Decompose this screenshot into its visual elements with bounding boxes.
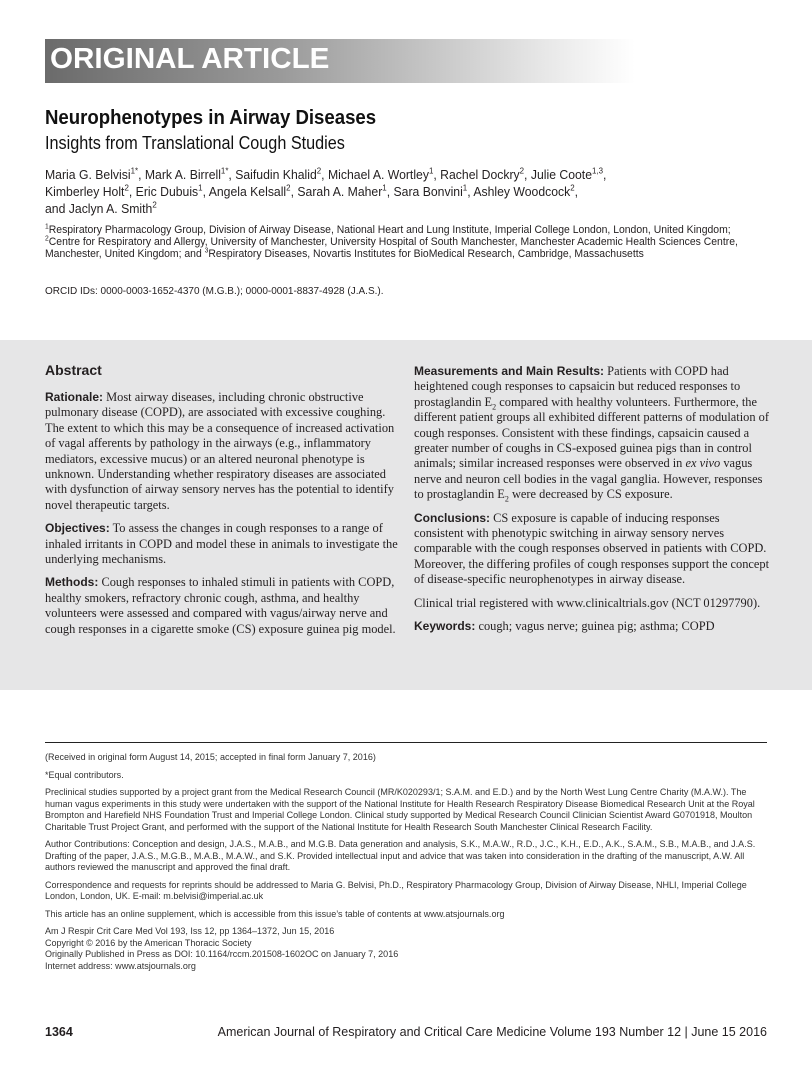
section-text: Cough responses to inhaled stimuli in patients with COPD, healthy smokers, refractory chronic cough, asthma, and healthy volunteers were assessed and compared with vagus/airway nerve and cough responses in a cigarette smoke (CS) exposure guinea pig model.	[45, 575, 396, 636]
section-text: were decreased by CS exposure.	[508, 487, 673, 502]
section-text: CS exposure is capable of inducing responses consistent with phenotypic switching in airway sensory nerves comparable with the cough responses observed in patients with COPD. Moreover, the differing profiles of cough responses support the concept of disease-specific neurophenotypes in airway disease.	[414, 510, 770, 587]
affiliations	[45, 221, 761, 261]
section-label: Objectives:	[45, 521, 110, 536]
author-name: Ashley Woodcock	[473, 184, 571, 199]
author-name: Rachel Dockry	[440, 167, 520, 182]
affiliation: Respiratory Pharmacology Group, Division of Airway Disease, National Heart and Lung Institute, Imperial College London, London, United Kingdom;	[48, 224, 731, 236]
article-type-banner	[45, 39, 635, 83]
orcid-ids: ORCID IDs: 0000-0003-1652-4370 (M.G.B.); 0000-0001-8837-4928 (J.A.S.).	[45, 286, 384, 297]
equal-contributors: *Equal contributors.	[45, 769, 124, 780]
trial-registration: Clinical trial registered with www.clinicaltrials.gov (NCT 01297790).	[414, 595, 761, 610]
author-name: Sarah A. Maher	[297, 184, 383, 199]
author-name: Maria G. Belvisi	[45, 167, 131, 182]
author-name: Kimberley Holt	[45, 184, 125, 199]
page-number: 1364	[45, 1025, 73, 1039]
section-text: vagus nerve and neuron cell bodies in the vagal ganglia. However, responses to prostaglandin E	[414, 456, 763, 502]
conclusions	[414, 511, 772, 588]
section-label: Conclusions:	[414, 510, 491, 525]
author-list: Maria G. Belvisi$^{1*}$, Mark A. Birrell$^{1*}$, Saifudin Khalid$^2$, Michael A. Wortley$^1$, Rachel Dockry$^2$, Julie Coote$^{1,3}$, Kimberley Holt$^2$, Eric Dubuis$^1$, Angela Kelsall$^2$, Sarah A. Maher$^1$, Sara Bonvini$^1$, Ashley Woodcock$^2$, and Jaclyn A. Smith$^2$	[45, 165, 607, 216]
received-dates: (Received in original form August 14, 2015; accepted in final form January 7, 2016)	[45, 752, 376, 762]
author-affil-sup: 1	[198, 182, 203, 193]
supplement-note: This article has an online supplement, which is accessible from this issue’s table of contents at www.atsjournals.org	[45, 908, 505, 919]
affiliation: Respiratory Diseases, Novartis Institutes for BioMedical Research, Cambridge, Massachusetts	[208, 248, 644, 261]
section-text: Most airway diseases, including chronic obstructive pulmonary disease (COPD), are associated with excessive coughing. The extent to which this may be a consequence of increased activation of vagal afferents by pathology in the airways (e.g., inflammatory mediators, excessive mucus) or an altered neuronal phenotype is unknown. Understanding whether respiratory diseases are associated with dysfunction of airway sensory nerves has the potential to identify novel therapeutic targets.	[45, 390, 395, 512]
affil-sup: 1	[45, 221, 49, 231]
section-label: Rationale:	[45, 390, 104, 404]
affil-sup: 2	[45, 233, 49, 243]
rationale	[45, 390, 400, 513]
author-name: Jaclyn A. Smith	[68, 201, 153, 216]
section-text: Patients with COPD had heightened cough responses to capsaicin but reduced responses to prostaglandin E	[414, 364, 741, 409]
abstract-left-column	[45, 362, 400, 645]
author-name: Julie Coote	[530, 167, 593, 182]
author-affil-sup: 2	[124, 182, 129, 193]
subscript: 2	[504, 494, 509, 504]
copyright: Copyright © 2016 by the American Thoracic Society	[45, 937, 252, 948]
objectives	[45, 521, 400, 567]
section-text: cough; vagus nerve; guinea pig; asthma; COPD	[478, 619, 715, 634]
subscript: 2	[492, 402, 497, 412]
author-name: Eric Dubuis	[135, 184, 199, 199]
section-text: To assess the changes in cough responses to a range of inhaled irritants in COPD and model these in animals to investigate the underlying mechanisms.	[45, 521, 398, 567]
abstract-right-column	[414, 364, 772, 643]
article-title: Neurophenotypes in Airway Diseases	[45, 107, 377, 129]
citation: Am J Respir Crit Care Med Vol 193, Iss 12, pp 1364–1372, Jun 15, 2016	[45, 926, 335, 936]
footnotes	[45, 752, 763, 972]
results	[414, 364, 772, 503]
author-name: Saifudin Khalid	[235, 167, 317, 182]
keywords	[414, 619, 772, 634]
abstract-heading: Abstract	[45, 362, 102, 378]
author-affil-sup: 1	[382, 182, 387, 193]
and-word: and	[45, 201, 69, 216]
author-affil-sup: 2	[570, 182, 575, 193]
author-name: Michael A. Wortley	[327, 167, 429, 182]
author-name: Mark A. Birrell	[144, 167, 221, 182]
italic-text: ex vivo	[685, 456, 721, 471]
methods	[45, 575, 400, 637]
article-subtitle: Insights from Translational Cough Studies	[45, 133, 345, 153]
abstract-box	[0, 340, 812, 690]
author-affil-sup: 2	[316, 165, 322, 176]
author-affil-sup: 1*	[130, 165, 139, 176]
affil-sup: 3	[204, 245, 209, 255]
author-affil-sup: 2	[286, 182, 291, 193]
section-label: Methods:	[45, 575, 99, 590]
section-text: compared with healthy volunteers. Furthermore, the different patient groups all exhibited different patterns of modulation of cough responses. Consistent with these findings, capsaicin caused a greater number of coughs in CS-exposed guinea pigs than in control animals; similar increased responses were observed in	[414, 394, 769, 471]
author-affil-sup: 2	[152, 199, 157, 210]
section-label: Keywords:	[414, 619, 476, 634]
internet-address: Internet address: www.atsjournals.org	[45, 960, 196, 971]
doi: Originally Published in Press as DOI: 10.1164/rccm.201508-1602OC on January 7, 2016	[45, 949, 399, 959]
correspondence: Correspondence and requests for reprints should be addressed to Maria G. Belvisi, Ph.D., Respiratory Pharmacology Group, Division of Airway Disease, NHLI, Imperial College London, London, UK. E-mail: m.belvisi@imperial.ac.uk	[45, 879, 747, 901]
affiliation: Centre for Respiratory and Allergy, University of Manchester, University Hospital of South Manchester, Manchester Academic Health Sciences Centre, Manchester, United Kingdom; and	[45, 236, 738, 261]
author-affil-sup: 1	[428, 165, 434, 176]
section-label: Measurements and Main Results:	[414, 364, 605, 378]
author-contributions: Author Contributions: Conception and design, J.A.S., M.A.B., and M.G.B. Data generation and analysis, S.K., M.A.W., R.D., J.C., K.H., E.D., A.K., S.A.M., S.B., M.A.B., and J.A.S. Drafting of the paper, J.A.S., M.G.B., M.A.B., M.A.W., and S.K. Provided intellectual input and advice that was taken into consideration in the drafting of the manuscript, A.W. All authors reviewed the manuscript and approved the final draft.	[45, 839, 756, 872]
author-affil-sup: 1*	[220, 165, 229, 176]
article-type-label: ORIGINAL ARTICLE	[50, 43, 330, 75]
journal-info: American Journal of Respiratory and Critical Care Medicine Volume 193 Number 12 | June 15 2016	[217, 1025, 767, 1039]
author-affil-sup: 1,3	[592, 165, 604, 176]
author-name: Sara Bonvini	[393, 184, 463, 199]
author-name: Angela Kelsall	[208, 184, 287, 199]
funding: Preclinical studies supported by a project grant from the Medical Research Council (MR/K020293/1; S.A.M. and E.D.) and by the North West Lung Centre Charity (M.A.W.). The human vagus experiments in this study were undertaken with the support of the National Institute for Health Research Respiratory Disease Biomedical Research Unit at the Royal Brompton and Harefield NHS Foundation Trust and Imperial College London. Clinical study supported by Medical Research Council Clinician Scientist Award G0701918, Moulton Charitable Trust Project Grant, and performed with the support of the National Institute for Health Research South Manchester Clinical Research Facility.	[45, 787, 755, 832]
author-affil-sup: 2	[519, 165, 525, 176]
divider	[45, 742, 767, 743]
author-affil-sup: 1	[462, 182, 468, 193]
